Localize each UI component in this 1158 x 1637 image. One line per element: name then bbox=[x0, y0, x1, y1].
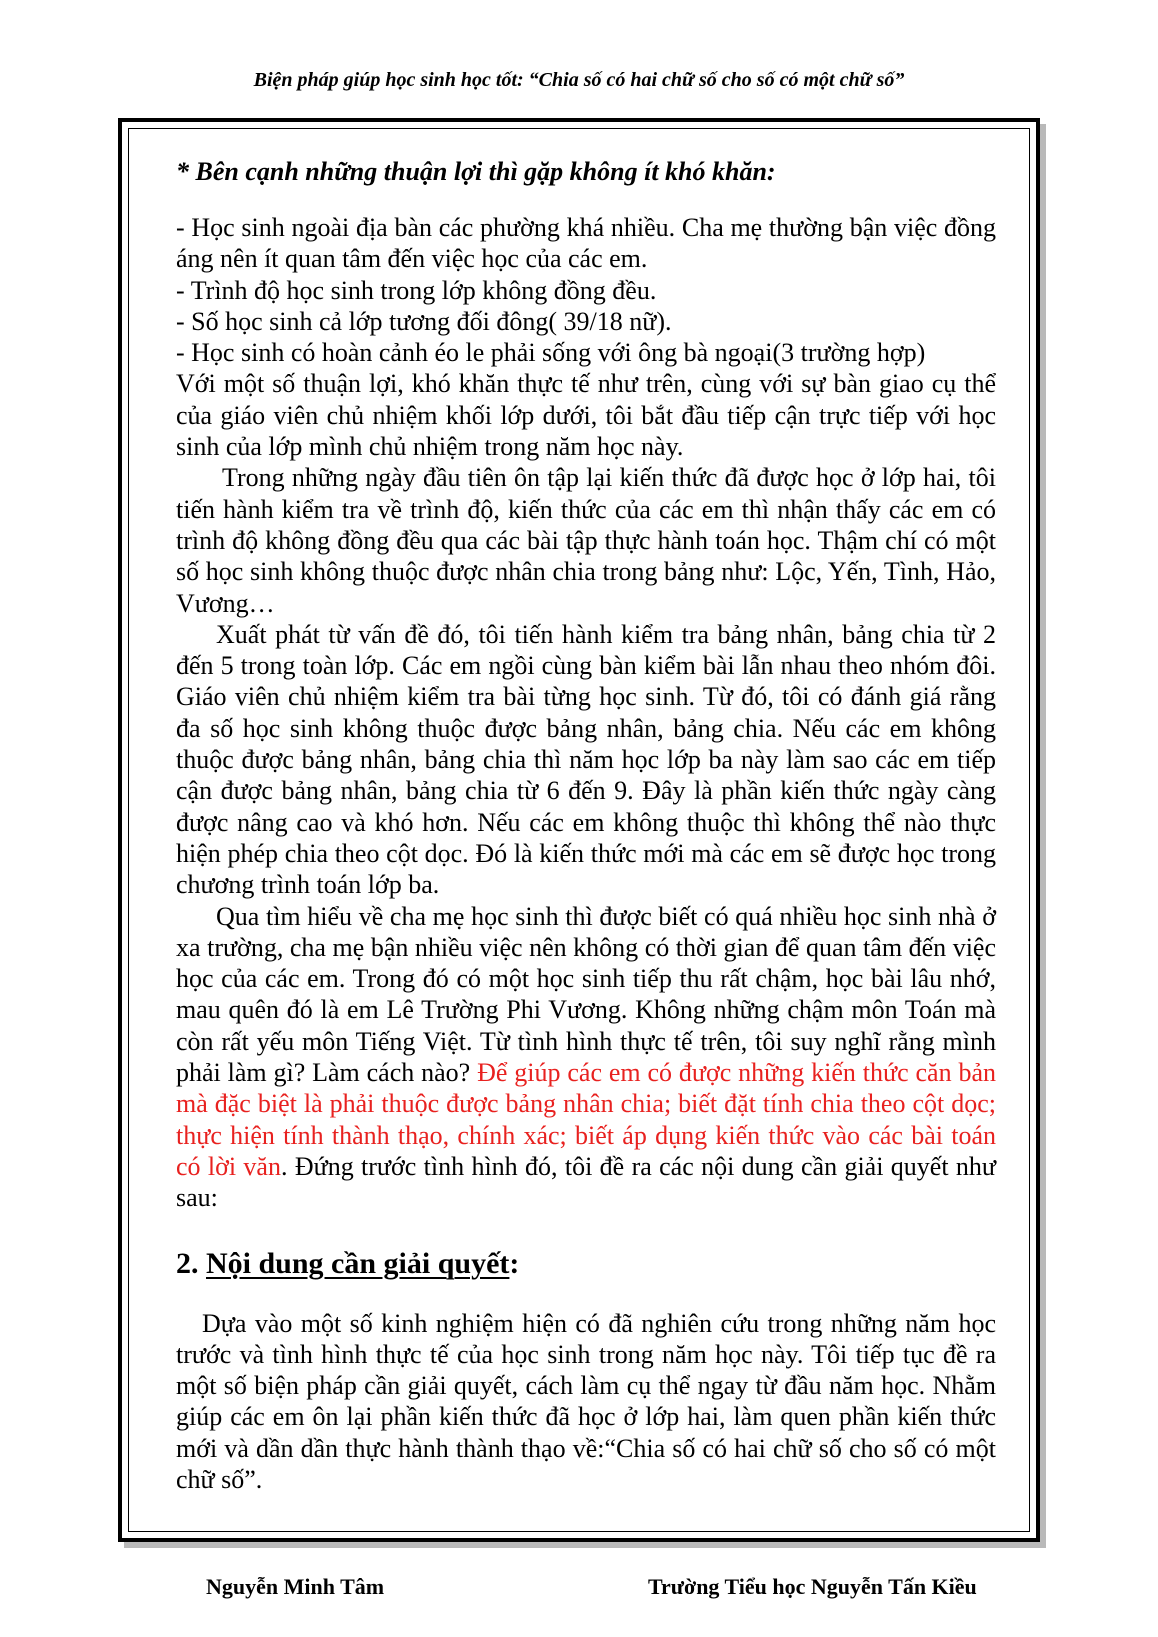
paragraph-section: Dựa vào một số kinh nghiệm hiện có đã nghiên cứu trong những năm học trước và tình hình thực tế của học sinh trong năm học này. Tôi tiếp tục đề ra một số biện pháp cần giải quyết, cách làm cụ thể ngay từ đầu năm học. Nhằm giúp các em ôn lại phần kiến thức đã học ở lớp hai, làm quen phần kiến thức mới và dần dần thực hành thành thạo về:“Chia số có hai chữ số cho số có một chữ số”. bbox=[176, 1308, 996, 1494]
section-title: Nội dung cần giải quyết bbox=[206, 1246, 510, 1280]
section-heading bbox=[176, 1246, 996, 1282]
difficulty-item: - Trình độ học sinh trong lớp không đồng đều. bbox=[176, 275, 657, 305]
paragraph-parents bbox=[176, 901, 996, 1214]
paragraph-check: Xuất phát từ vấn đề đó, tôi tiến hành kiểm tra bảng nhân, bảng chia từ 2 đến 5 trong toàn lớp. Các em ngồi cùng bàn kiểm bài lẫn nhau theo nhóm đôi. Giáo viên chủ nhiệm kiểm tra bài từng học sinh. Từ đó, tôi có đánh giá rằng đa số học sinh không thuộc được bảng nhân, bảng chia. Nếu các em không thuộc được bảng nhân, bảng chia thì năm học lớp ba này làm sao các em tiếp cận được bảng nhân, bảng chia từ 6 đến 9. Đây là phần kiến thức ngày càng được nâng cao và khó hơn. Nếu các em không thuộc thì không thể nào thực hiện phép chia theo cột dọc. Đó là kiến thức mới mà các em sẽ được học trong chương trình toán lớp ba. bbox=[176, 619, 996, 900]
frame-shadow-right bbox=[1040, 124, 1046, 1548]
difficulties-subheading: * Bên cạnh những thuận lợi thì gặp không ít khó khăn: bbox=[176, 157, 776, 186]
document-body bbox=[176, 148, 996, 1495]
footer-school: Trường Tiểu học Nguyễn Tấn Kiều bbox=[648, 1574, 977, 1599]
difficulty-item: - Học sinh ngoài địa bàn các phường khá nhiều. Cha mẹ thường bận việc đồng áng nên ít quan tâm đến việc học của các em. bbox=[176, 213, 996, 274]
highlighted-goals-text: Để giúp các em có được những kiến thức căn bản mà đặc biệt là phải thuộc được bảng nhân chia; biết đặt tính chia theo cột dọc; thực hiện tính thành thạo, chính xác; biết áp dụng kiến thức vào các bài toán có lời văn bbox=[176, 1058, 996, 1181]
section-colon: : bbox=[509, 1246, 520, 1280]
difficulty-item: - Số học sinh cả lớp tương đối đông( 39/18 nữ). bbox=[176, 306, 672, 336]
section-number: 2. bbox=[176, 1246, 206, 1280]
paragraph-review: Trong những ngày đầu tiên ôn tập lại kiến thức đã được học ở lớp hai, tôi tiến hành kiểm tra về trình độ, kiến thức của các em thì nhận thấy các em có trình độ không đồng đều qua các bài tập thực hành toán học. Thậm chí có một số học sinh không thuộc được nhân chia trong bảng như: Lộc, Yến, Tình, Hảo, Vương… bbox=[176, 463, 996, 618]
paragraph-parents-end: . Đứng trước tình hình đó, tôi đề ra các nội dung cần giải quyết như sau: bbox=[176, 1151, 996, 1213]
footer-author: Nguyễn Minh Tâm bbox=[206, 1574, 385, 1599]
paragraph-parents-start: Qua tìm hiểu về cha mẹ học sinh thì được biết có quá nhiều học sinh nhà ở xa trường, cha mẹ bận nhiều việc nên không có thời gian để quan tâm đến việc học của các em. Trong đó có một học sinh tiếp thu rất chậm, học bài lâu nhớ, mau quên đó là em Lê Trường Phi Vương. Không những chậm môn Toán mà còn rất yếu môn Tiếng Việt. Từ tình hình thực tế trên, tôi suy nghĩ rằng mình phải làm gì? Làm cách nào? bbox=[176, 901, 996, 1088]
frame-shadow-bottom bbox=[124, 1542, 1046, 1548]
page-header: Biện pháp giúp học sinh học tốt: “Chia số có hai chữ số cho số có một chữ số” bbox=[253, 69, 905, 91]
difficulty-item: - Học sinh có hoàn cảnh éo le phải sống với ông bà ngoại(3 trường hợp) bbox=[176, 338, 926, 368]
paragraph-approach: Với một số thuận lợi, khó khăn thực tế như trên, cùng với sự bàn giao cụ thể của giáo viên chủ nhiệm khối lớp dưới, tôi bắt đầu tiếp cận trực tiếp với học sinh của lớp mình chủ nhiệm trong năm học này. bbox=[176, 369, 996, 462]
